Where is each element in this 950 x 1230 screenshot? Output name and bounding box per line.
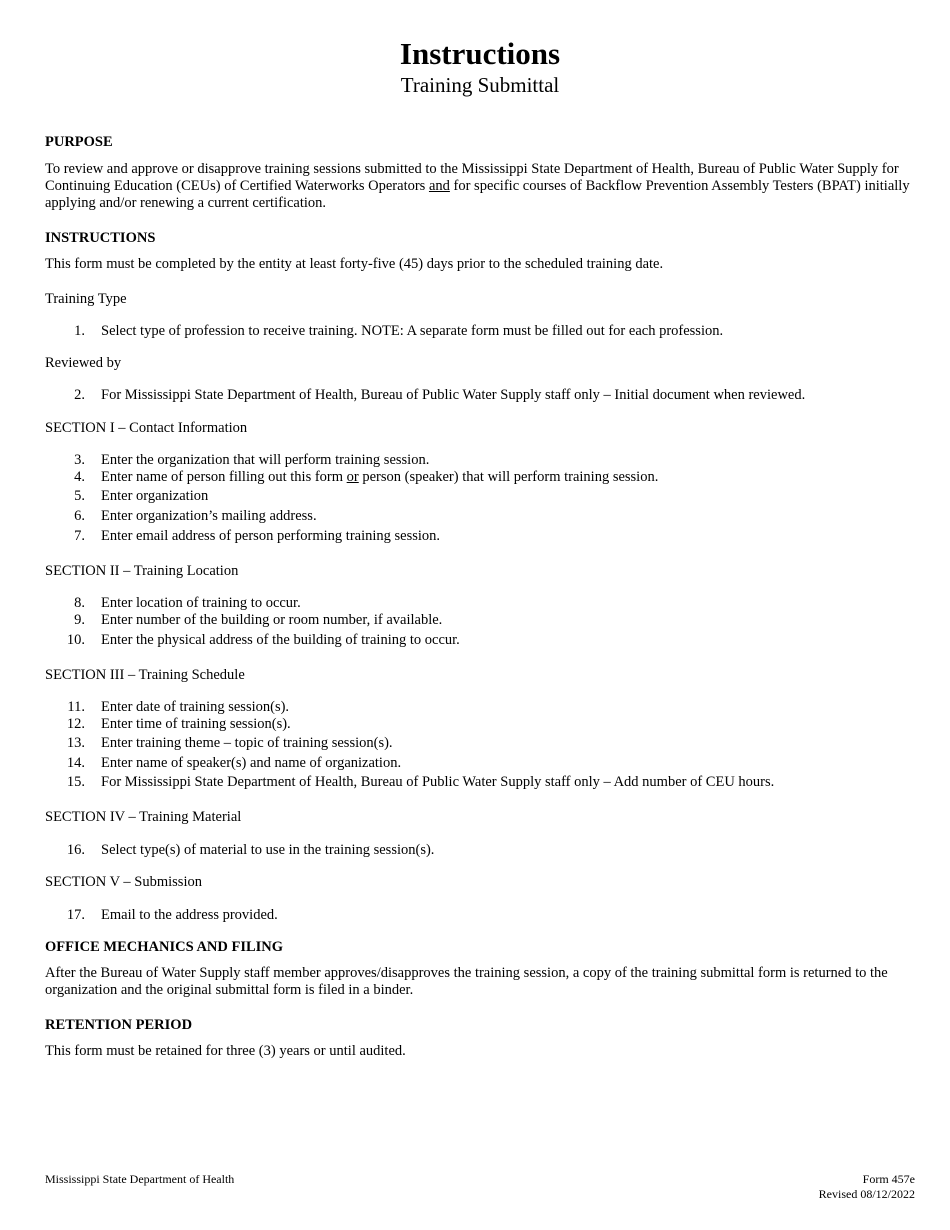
list-item: 13. Enter training theme – topic of training session(s). bbox=[66, 735, 393, 751]
instructions-heading: INSTRUCTIONS bbox=[45, 230, 156, 246]
section-3-label: SECTION III – Training Schedule bbox=[45, 667, 245, 683]
training-type-list bbox=[45, 323, 915, 340]
list-item: 10. Enter the physical address of the building of training to occur. bbox=[66, 632, 460, 648]
section-2-list bbox=[45, 595, 915, 649]
section-4-list bbox=[45, 842, 915, 859]
list-item: 15. For Mississippi State Department of Health, Bureau of Public Water Supply staff only – Add number of CEU hours. bbox=[66, 774, 775, 790]
list-item: 5. Enter organization bbox=[74, 488, 209, 504]
training-type-label: Training Type bbox=[45, 291, 127, 307]
section-1-label: SECTION I – Contact Information bbox=[45, 420, 248, 436]
section-3-list bbox=[45, 699, 915, 791]
list-item: 2. For Mississippi State Department of Health, Bureau of Public Water Supply staff only – Initial document when reviewed. bbox=[74, 387, 806, 403]
footer-agency: Mississippi State Department of Health bbox=[45, 1172, 235, 1186]
purpose-text: To review and approve or disapprove training sessions submitted to the Mississippi State Department of Health, Bureau of Public Water Supply for Continuing Education (CEUs) of Certified Waterworks Operators and for specific courses of Backflow Prevention Assembly Testers (BPAT) initially applying and/or renewing a current certification. bbox=[45, 161, 910, 211]
list-item: 4. Enter name of person filling out this form or person (speaker) that will perform training session. bbox=[74, 469, 659, 485]
reviewed-by-label: Reviewed by bbox=[45, 355, 122, 371]
document-page bbox=[45, 0, 915, 1060]
list-item: 11. Enter date of training session(s). bbox=[67, 699, 290, 715]
list-item: 7. Enter email address of person performing training session. bbox=[74, 528, 441, 544]
list-item: 1. Select type of profession to receive training. NOTE: A separate form must be filled out for each profession. bbox=[74, 323, 724, 339]
list-item: 17. Email to the address provided. bbox=[66, 907, 278, 923]
footer-form-number: Form 457e bbox=[862, 1172, 915, 1186]
footer-revised-date: Revised 08/12/2022 bbox=[818, 1187, 915, 1201]
purpose-emphasis: and bbox=[428, 178, 450, 194]
item-4-emphasis: or bbox=[346, 469, 359, 485]
list-item: 9. Enter number of the building or room number, if available. bbox=[74, 612, 443, 628]
instructions-text: This form must be completed by the entity at least forty-five (45) days prior to the scheduled training date. bbox=[45, 256, 664, 272]
footer-form-info bbox=[819, 1172, 915, 1202]
list-item: 8. Enter location of training to occur. bbox=[74, 595, 301, 611]
office-mechanics-heading: OFFICE MECHANICS AND FILING bbox=[45, 939, 284, 955]
reviewed-by-list bbox=[45, 387, 915, 404]
section-1-list bbox=[45, 452, 915, 545]
list-item: 3. Enter the organization that will perform training session. bbox=[74, 452, 430, 468]
section-5-label: SECTION V – Submission bbox=[45, 874, 202, 890]
office-mechanics-text: After the Bureau of Water Supply staff member approves/disapproves the training session, a copy of the training submittal form is returned to the organization and the original submittal form is filed in a binder. bbox=[45, 965, 888, 998]
retention-heading: RETENTION PERIOD bbox=[45, 1017, 193, 1033]
purpose-heading: PURPOSE bbox=[45, 134, 113, 150]
page-subtitle: Training Submittal bbox=[400, 73, 560, 97]
list-item: 12. Enter time of training session(s). bbox=[66, 716, 291, 732]
section-4-label: SECTION IV – Training Material bbox=[45, 809, 242, 825]
list-item: 14. Enter name of speaker(s) and name of organization. bbox=[66, 755, 402, 771]
retention-text: This form must be retained for three (3) years or until audited. bbox=[45, 1043, 406, 1059]
section-2-label: SECTION II – Training Location bbox=[45, 563, 239, 579]
list-item: 16. Select type(s) of material to use in the training session(s). bbox=[66, 842, 435, 858]
section-5-list bbox=[45, 907, 915, 924]
page-title: Instructions bbox=[399, 36, 561, 71]
list-item: 6. Enter organization’s mailing address. bbox=[74, 508, 317, 524]
